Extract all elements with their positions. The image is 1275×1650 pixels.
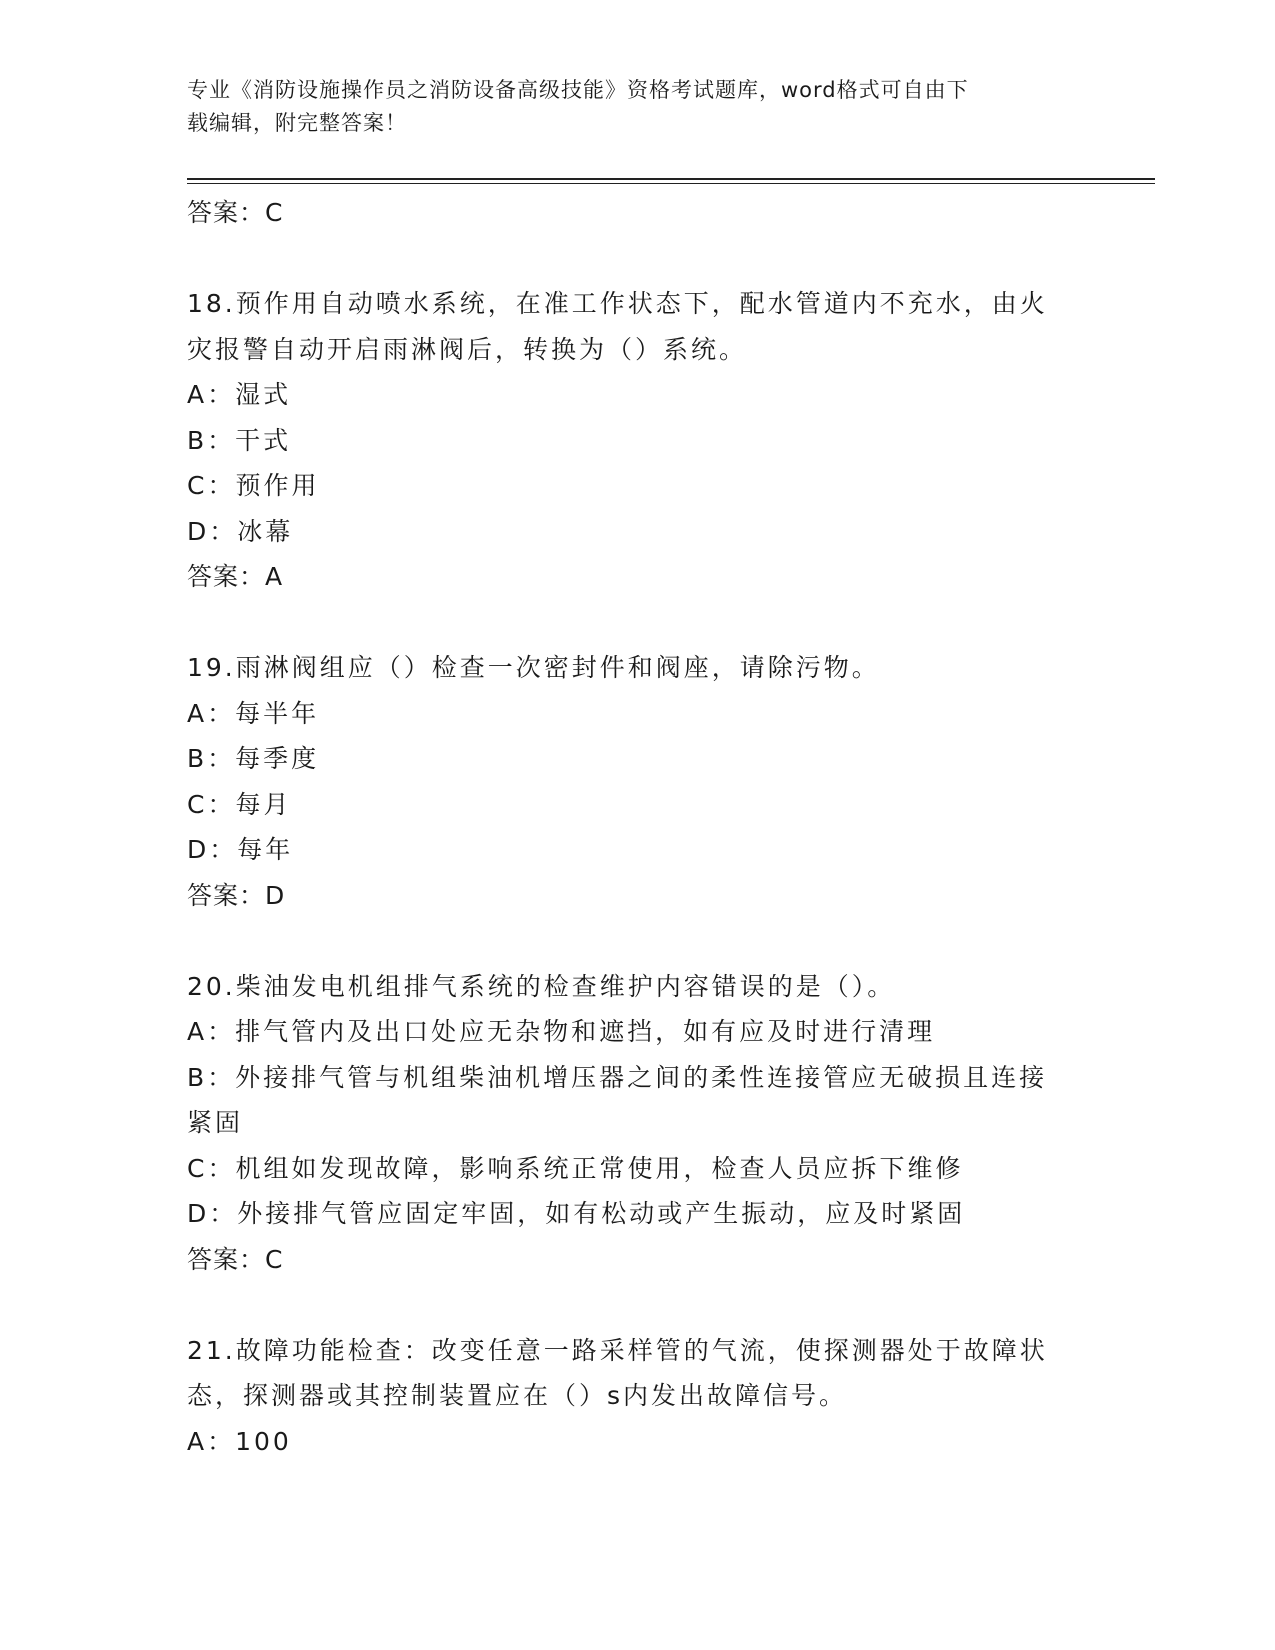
header-line-2: 载编辑，附完整答案！	[187, 111, 407, 135]
question-20-option-b-2: 紧固	[187, 1108, 244, 1137]
question-18-option-b: B：干式	[187, 425, 292, 455]
question-19-stem-1: 19.雨淋阀组应（）检查一次密封件和阀座，请除污物。	[187, 653, 880, 682]
question-19-option-b: B：每季度	[187, 744, 320, 773]
header-line-1: 专业《消防设施操作员之消防设备高级技能》资格考试题库，word格式可自由下	[187, 78, 969, 102]
question-21-stem-2: 态，探测器或其控制装置应在（）s内发出故障信号。	[187, 1381, 848, 1410]
answer-20: 答案：C	[187, 1244, 284, 1274]
question-18-stem-1: 18.预作用自动喷水系统，在准工作状态下，配水管道内不充水，由火	[187, 289, 1048, 318]
question-18	[187, 281, 1087, 600]
question-20-option-d: D：外接排气管应固定牢固，如有松动或产生振动，应及时紧固	[187, 1199, 966, 1228]
answer-18: 答案：A	[187, 562, 284, 591]
spacer	[187, 236, 1087, 282]
question-18-option-a: A：湿式	[187, 380, 292, 409]
question-21	[187, 1328, 1087, 1465]
question-18-stem-2: 灾报警自动开启雨淋阀后，转换为（）系统。	[187, 334, 748, 364]
answer-19: 答案：D	[187, 880, 286, 910]
question-20-option-c: C：机组如发现故障，影响系统正常使用，检查人员应拆下维修	[187, 1153, 964, 1183]
question-19-option-c: C：每月	[187, 789, 292, 819]
question-20	[187, 964, 1087, 1283]
question-20-stem-1: 20.柴油发电机组排气系统的检查维护内容错误的是（）。	[187, 971, 896, 1001]
question-19-option-d: D：每年	[187, 835, 294, 864]
question-19-option-a: A：每半年	[187, 698, 320, 728]
header-divider-thin	[187, 183, 1155, 184]
spacer	[187, 918, 1087, 964]
question-20-option-a: A：排气管内及出口处应无杂物和遮挡，如有应及时进行清理	[187, 1017, 936, 1046]
question-18-option-d: D：冰幕	[187, 516, 294, 546]
question-18-option-c: C：预作用	[187, 471, 320, 500]
question-19	[187, 645, 1087, 918]
answer-17: 答案：C	[187, 198, 284, 227]
spacer	[187, 1282, 1087, 1328]
question-21-stem-1: 21.故障功能检查：改变任意一路采样管的气流，使探测器处于故障状	[187, 1335, 1048, 1365]
question-20-option-b-1: B：外接排气管与机组柴油机增压器之间的柔性连接管应无破损且连接	[187, 1062, 1048, 1092]
question-list	[187, 190, 1087, 1464]
spacer	[187, 600, 1087, 646]
document-header	[187, 74, 1077, 140]
header-divider-thick	[187, 178, 1155, 180]
question-21-option-a: A：100	[187, 1426, 292, 1456]
